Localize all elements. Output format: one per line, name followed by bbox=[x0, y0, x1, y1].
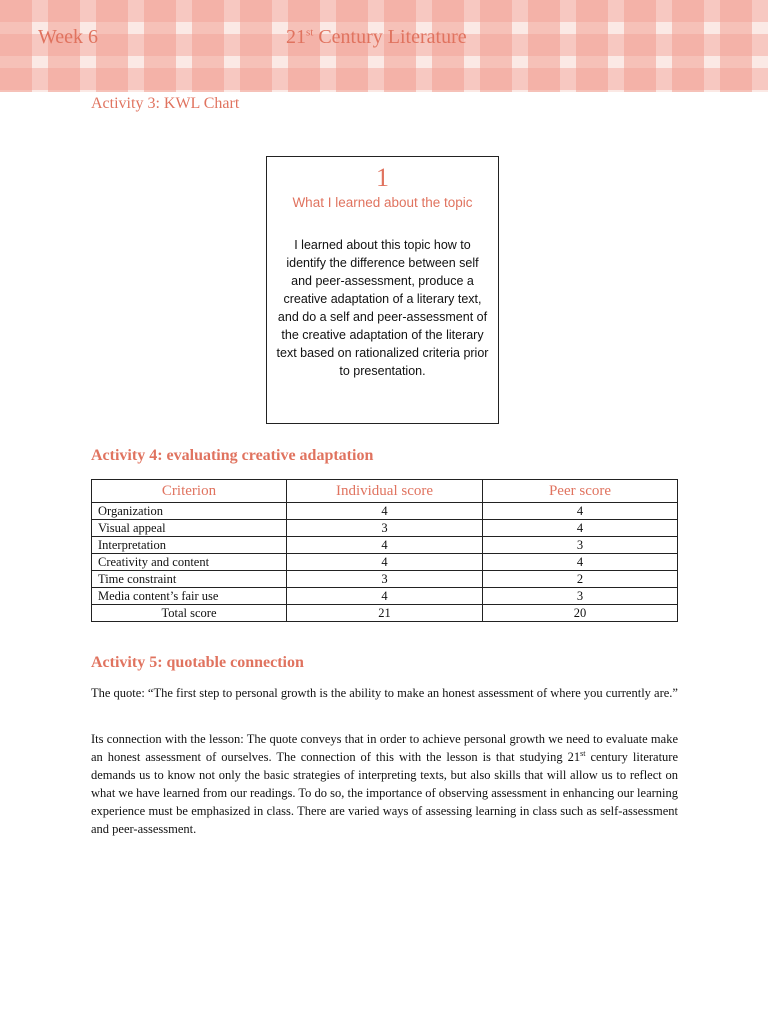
criterion-cell: Media content’s fair use bbox=[92, 588, 287, 605]
quote-paragraph: The quote: “The first step to personal growth is the ability to make an honest assessment of where you currently are.” bbox=[91, 686, 678, 700]
table-row bbox=[92, 537, 678, 554]
column-header: Peer score bbox=[483, 480, 678, 503]
peer-score-cell: 4 bbox=[483, 554, 678, 571]
connection-text-2: century literature demands us to know not only the basic strategies of interpreting texts, but also skills that will allow us to reflect on what we have learned from our readings. To do so, the importance of observing assessment in enhancing our learning experience must be emphasized in class. There are varied ways of assessing learning in class such as self-assessment and peer-assessment. bbox=[91, 750, 679, 836]
table-row bbox=[92, 520, 678, 537]
column-header: Criterion bbox=[92, 480, 287, 503]
connection-paragraph bbox=[91, 730, 678, 838]
criterion-cell: Organization bbox=[92, 503, 287, 520]
connection-sup: st bbox=[580, 748, 586, 758]
course-title bbox=[286, 26, 467, 49]
peer-score-cell: 2 bbox=[483, 571, 678, 588]
table-row bbox=[92, 588, 678, 605]
criterion-cell: Time constraint bbox=[92, 571, 287, 588]
individual-score-cell: 3 bbox=[287, 571, 483, 588]
activity4-heading: Activity 4: evaluating creative adaptation bbox=[91, 447, 374, 464]
scores-table bbox=[91, 479, 678, 622]
course-title-rest: Century Literature bbox=[313, 26, 467, 48]
course-title-prefix: 21 bbox=[286, 26, 306, 48]
connection-text-1: Its connection with the lesson: The quote conveys that in order to achieve personal growth we need to evaluate make an honest assessment of ourselves. The connection of this with the lesson is that studying 21 bbox=[91, 732, 678, 764]
kwl-box-body: I learned about this topic how to identify the difference between self and peer-assessment, produce a creative adaptation of a literary text, and do a self and peer-assessment of the creative adaptation of the literary text based on rationalized criteria prior to presentation. bbox=[276, 238, 489, 378]
page-header bbox=[0, 0, 768, 92]
peer-score-cell: 3 bbox=[483, 537, 678, 554]
individual-score-cell: 4 bbox=[287, 588, 483, 605]
individual-score-cell: 4 bbox=[287, 537, 483, 554]
peer-score-cell: 4 bbox=[483, 503, 678, 520]
total-individual-cell: 21 bbox=[287, 605, 483, 622]
peer-score-cell: 4 bbox=[483, 520, 678, 537]
activity3-heading: Activity 3: KWL Chart bbox=[91, 95, 240, 112]
peer-score-cell: 3 bbox=[483, 588, 678, 605]
total-label-cell: Total score bbox=[92, 605, 287, 622]
course-title-sup: st bbox=[306, 26, 314, 39]
table-header-row bbox=[92, 480, 678, 503]
kwl-chart-box bbox=[266, 156, 499, 424]
individual-score-cell: 4 bbox=[287, 503, 483, 520]
criterion-cell: Visual appeal bbox=[92, 520, 287, 537]
total-row bbox=[92, 605, 678, 622]
kwl-box-heading: What I learned about the topic bbox=[292, 195, 473, 210]
individual-score-cell: 4 bbox=[287, 554, 483, 571]
activity5-heading: Activity 5: quotable connection bbox=[91, 654, 304, 671]
column-header: Individual score bbox=[287, 480, 483, 503]
individual-score-cell: 3 bbox=[287, 520, 483, 537]
criterion-cell: Creativity and content bbox=[92, 554, 287, 571]
table-row bbox=[92, 571, 678, 588]
table-row bbox=[92, 503, 678, 520]
total-peer-cell: 20 bbox=[483, 605, 678, 622]
kwl-box-number: 1 bbox=[376, 163, 389, 192]
criterion-cell: Interpretation bbox=[92, 537, 287, 554]
week-label: Week 6 bbox=[38, 26, 99, 48]
table-row bbox=[92, 554, 678, 571]
